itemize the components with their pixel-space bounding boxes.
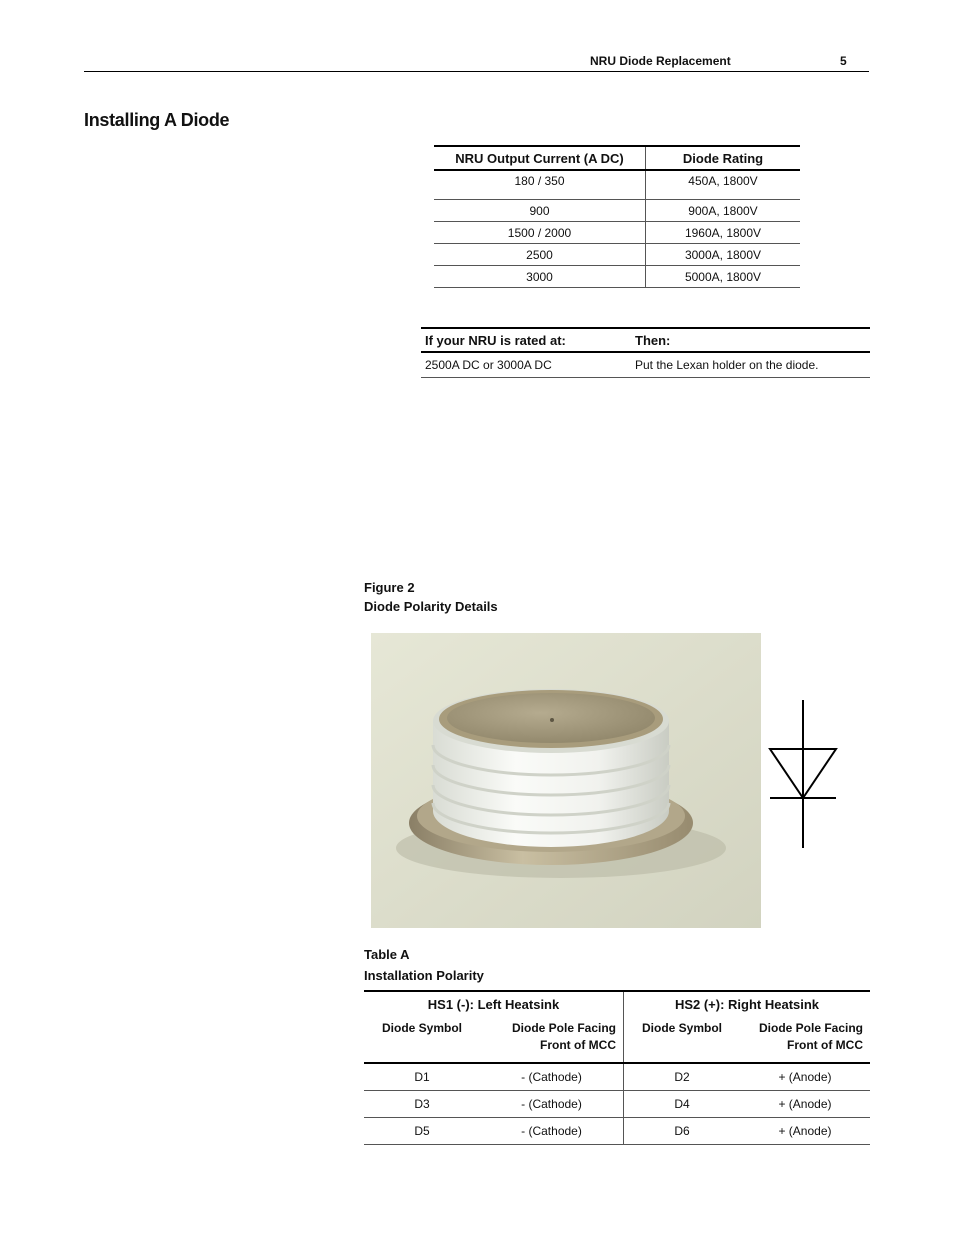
column-header: Diode Pole Facing Front of MCC bbox=[480, 1016, 624, 1063]
table-cell: 1960A, 1800V bbox=[646, 222, 801, 244]
diode-rating-table bbox=[434, 145, 800, 288]
table-cell: + (Anode) bbox=[740, 1063, 870, 1091]
column-header: Then: bbox=[631, 328, 870, 352]
column-header: Diode Rating bbox=[646, 146, 801, 170]
table-cell: Put the Lexan holder on the diode. bbox=[631, 352, 870, 378]
table-row bbox=[434, 222, 800, 244]
table-cell: + (Anode) bbox=[740, 1118, 870, 1145]
column-header: Diode Pole Facing Front of MCC bbox=[740, 1016, 870, 1063]
table-cell: 900 bbox=[434, 200, 646, 222]
installation-polarity-table bbox=[364, 990, 870, 1145]
table-cell: D4 bbox=[624, 1091, 741, 1118]
table-row bbox=[364, 1091, 870, 1118]
table-row bbox=[434, 266, 800, 288]
section-title: Installing A Diode bbox=[84, 110, 230, 130]
table-row bbox=[434, 200, 800, 222]
figure-caption bbox=[364, 578, 498, 616]
table-cell: 180 / 350 bbox=[434, 170, 646, 200]
diode-symbol-icon bbox=[766, 698, 840, 850]
table-cell: D5 bbox=[364, 1118, 480, 1145]
table-row bbox=[364, 1118, 870, 1145]
table-cell: D2 bbox=[624, 1063, 741, 1091]
table-cell: D3 bbox=[364, 1091, 480, 1118]
table-caption bbox=[364, 944, 484, 986]
table-cell: 5000A, 1800V bbox=[646, 266, 801, 288]
table-cell: 3000 bbox=[434, 266, 646, 288]
table-cell: - (Cathode) bbox=[480, 1091, 624, 1118]
figure-title: Diode Polarity Details bbox=[364, 599, 498, 614]
table-cell: D1 bbox=[364, 1063, 480, 1091]
table-row bbox=[364, 1063, 870, 1091]
table-row bbox=[421, 352, 870, 378]
table-header-row bbox=[364, 1016, 870, 1063]
table-cell: - (Cathode) bbox=[480, 1063, 624, 1091]
table-row bbox=[434, 170, 800, 200]
table-cell: 900A, 1800V bbox=[646, 200, 801, 222]
table-cell: 450A, 1800V bbox=[646, 170, 801, 200]
table-row bbox=[434, 244, 800, 266]
diode-photo bbox=[371, 633, 761, 928]
table-cell: 3000A, 1800V bbox=[646, 244, 801, 266]
table-cell: + (Anode) bbox=[740, 1091, 870, 1118]
column-header: Diode Symbol bbox=[364, 1016, 480, 1063]
group-header-hs1: HS1 (-): Left Heatsink bbox=[364, 991, 624, 1016]
column-header: Diode Symbol bbox=[624, 1016, 741, 1063]
table-header-row bbox=[434, 146, 800, 170]
table-cell: - (Cathode) bbox=[480, 1118, 624, 1145]
table-cell: 2500A DC or 3000A DC bbox=[421, 352, 631, 378]
table-cell: 1500 / 2000 bbox=[434, 222, 646, 244]
lexan-holder-table bbox=[421, 327, 870, 378]
page-number: 5 bbox=[840, 54, 847, 68]
column-header: NRU Output Current (A DC) bbox=[434, 146, 646, 170]
table-group-header-row bbox=[364, 991, 870, 1016]
header-rule bbox=[84, 71, 869, 72]
table-number: Table A bbox=[364, 947, 410, 962]
table-title: Installation Polarity bbox=[364, 968, 484, 983]
group-header-hs2: HS2 (+): Right Heatsink bbox=[624, 991, 871, 1016]
table-cell: D6 bbox=[624, 1118, 741, 1145]
table-header-row bbox=[421, 328, 870, 352]
figure-number: Figure 2 bbox=[364, 580, 415, 595]
running-header-title: NRU Diode Replacement bbox=[590, 54, 731, 68]
column-header: If your NRU is rated at: bbox=[421, 328, 631, 352]
table-cell: 2500 bbox=[434, 244, 646, 266]
